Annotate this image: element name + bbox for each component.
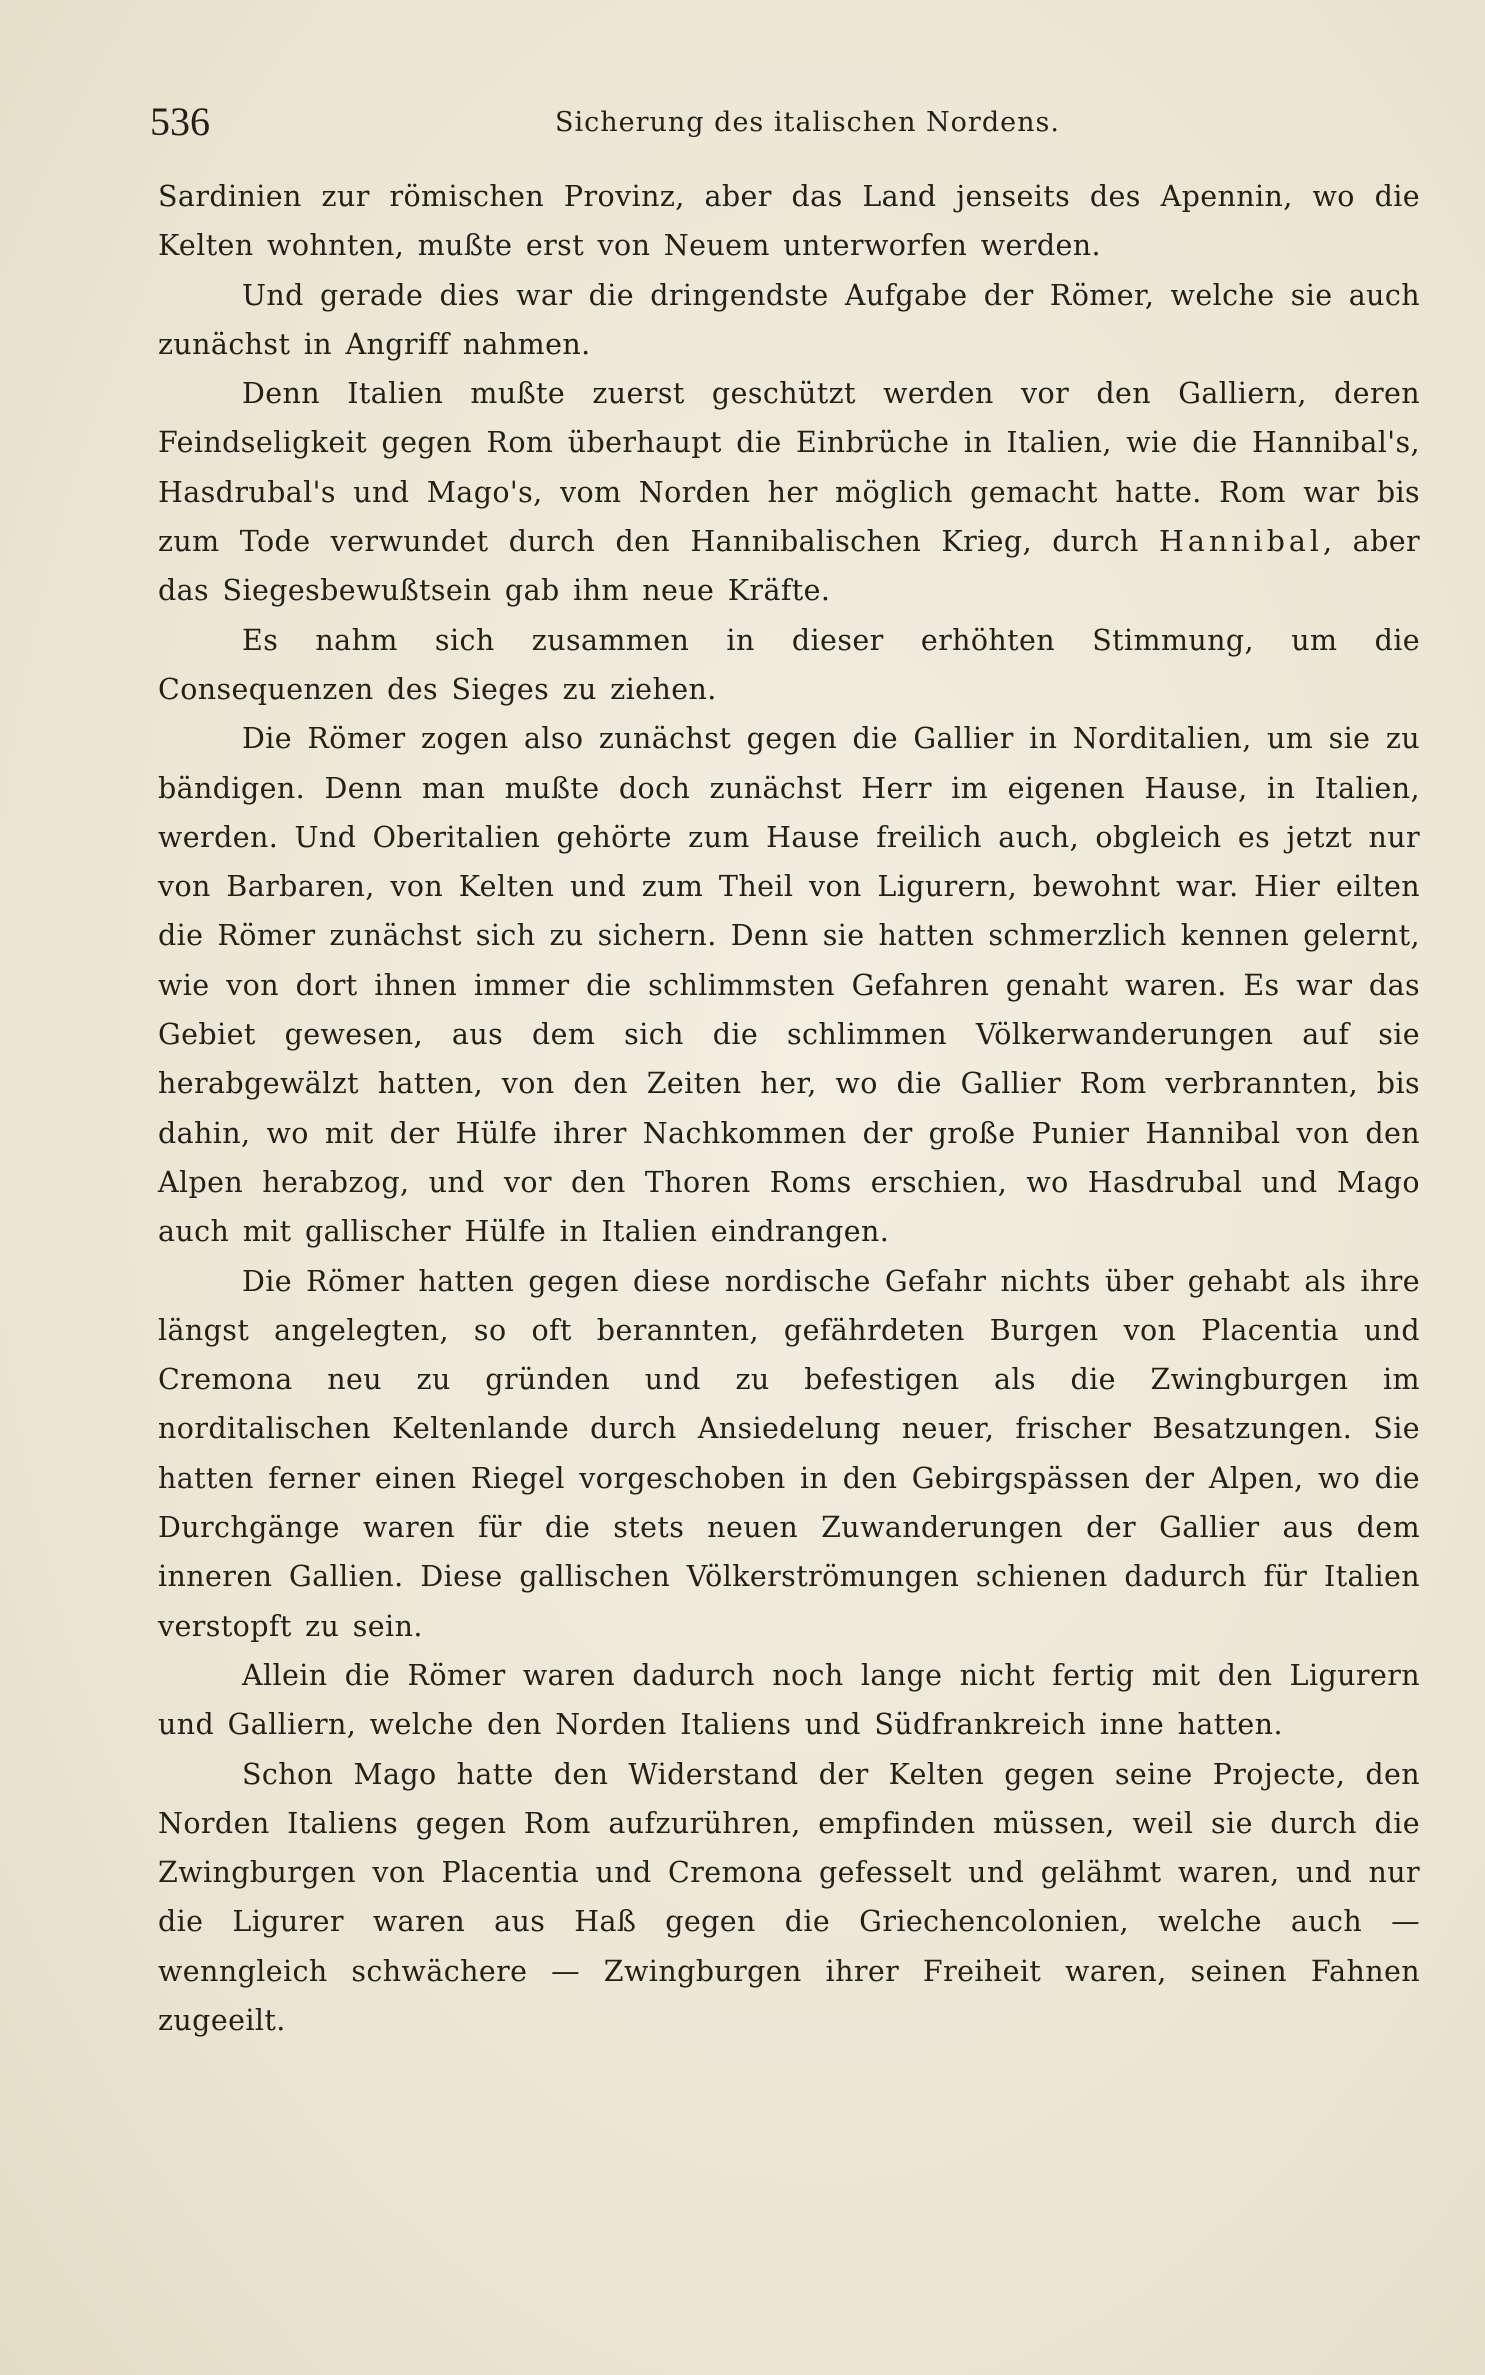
running-head: Sicherung des italischen Nordens. bbox=[555, 107, 1060, 138]
page-number: 536 bbox=[150, 99, 210, 144]
paragraph-3-spaced-name: Hannibal bbox=[1158, 525, 1324, 559]
paragraph-5: Die Römer zogen also zunächst gegen die Gallier in Norditalien, um sie zu bändigen. Denn man mußte doch zunächst Herr im eigenen Hause, in Italien, werden. Und Oberitalien gehörte zum Hause freilich auch, obgleich es jetzt nur von Barbaren, von Kelten und zum Theil von Ligurern, bewohnt war. Hier eilten die Römer zunächst sich zu sichern. Denn sie hatten schmerzlich kennen gelernt, wie von dort ihnen immer die schlimmsten Gefahren genaht waren. Es war das Gebiet gewesen, aus dem sich die schlimmen Völkerwanderungen auf sie herabgewälzt hatten, von den Zeiten her, wo die Gallier Rom verbrannten, bis dahin, wo mit der Hülfe ihrer Nachkommen der große Punier Hannibal von den Alpen herabzog, und vor den Thoren Roms erschien, wo Hasdrubal und Mago auch mit gallischer Hülfe in Italien eindrangen. bbox=[158, 722, 1420, 1249]
paragraph-3-part-2: , aber das Siegesbewußtsein gab ihm neue Kräfte. bbox=[158, 525, 1421, 608]
paragraph-3-part-1: Denn Italien mußte zuerst geschützt werden vor den Galliern, deren Feindseligkeit gegen Rom überhaupt die Einbrüche in Italien, wie die Hannibal's, Hasdrubal's und Mago's, vom Norden her möglich gemacht hatte. Rom war bis zum Tode verwundet durch den Hannibalischen Krieg, durch bbox=[158, 377, 1420, 559]
paragraph-1: Sardinien zur römischen Provinz, aber das Land jenseits des Apennin, wo die Kelten wohnten, mußte erst von Neuem unterworfen werden. bbox=[158, 180, 1420, 263]
paragraph-4: Es nahm sich zusammen in dieser erhöhten Stimmung, um die Consequenzen des Sieges zu ziehen. bbox=[158, 623, 1420, 706]
paragraph-8: Schon Mago hatte den Widerstand der Kelten gegen seine Projecte, den Norden Italiens gegen Rom aufzurühren, empfinden müssen, weil sie durch die Zwingburgen von Placentia und Cremona gefesselt und gelähmt waren, und nur die Ligurer waren aus Haß gegen die Griechencolonien, welche auch — wenngleich schwächere — Zwingburgen ihrer Freiheit waren, seinen Fahnen zugeeilt. bbox=[158, 1757, 1420, 2037]
page-header bbox=[150, 92, 1410, 152]
paragraph-6: Die Römer hatten gegen diese nordische Gefahr nichts über gehabt als ihre längst angelegten, so oft berannten, gefährdeten Burgen von Placentia und Cremona neu zu gründen und zu befestigen als die Zwingburgen im norditalischen Keltenlande durch Ansiedelung neuer, frischer Besatzungen. Sie hatten ferner einen Riegel vorgeschoben in den Gebirgspässen der Alpen, wo die Durchgänge waren für die stets neuen Zuwanderungen der Gallier aus dem inneren Gallien. Diese gallischen Völkerströmungen schienen dadurch für Italien verstopft zu sein. bbox=[158, 1264, 1420, 1643]
paragraph-7: Allein die Römer waren dadurch noch lange nicht fertig mit den Ligurern und Galliern, welche den Norden Italiens und Südfrankreich inne hatten. bbox=[158, 1658, 1420, 1742]
paragraph-2: Und gerade dies war die dringendste Aufgabe der Römer, welche sie auch zunächst in Angriff nahmen. bbox=[158, 278, 1420, 361]
body-text bbox=[158, 172, 1420, 2045]
paragraph-3 bbox=[158, 369, 1420, 615]
